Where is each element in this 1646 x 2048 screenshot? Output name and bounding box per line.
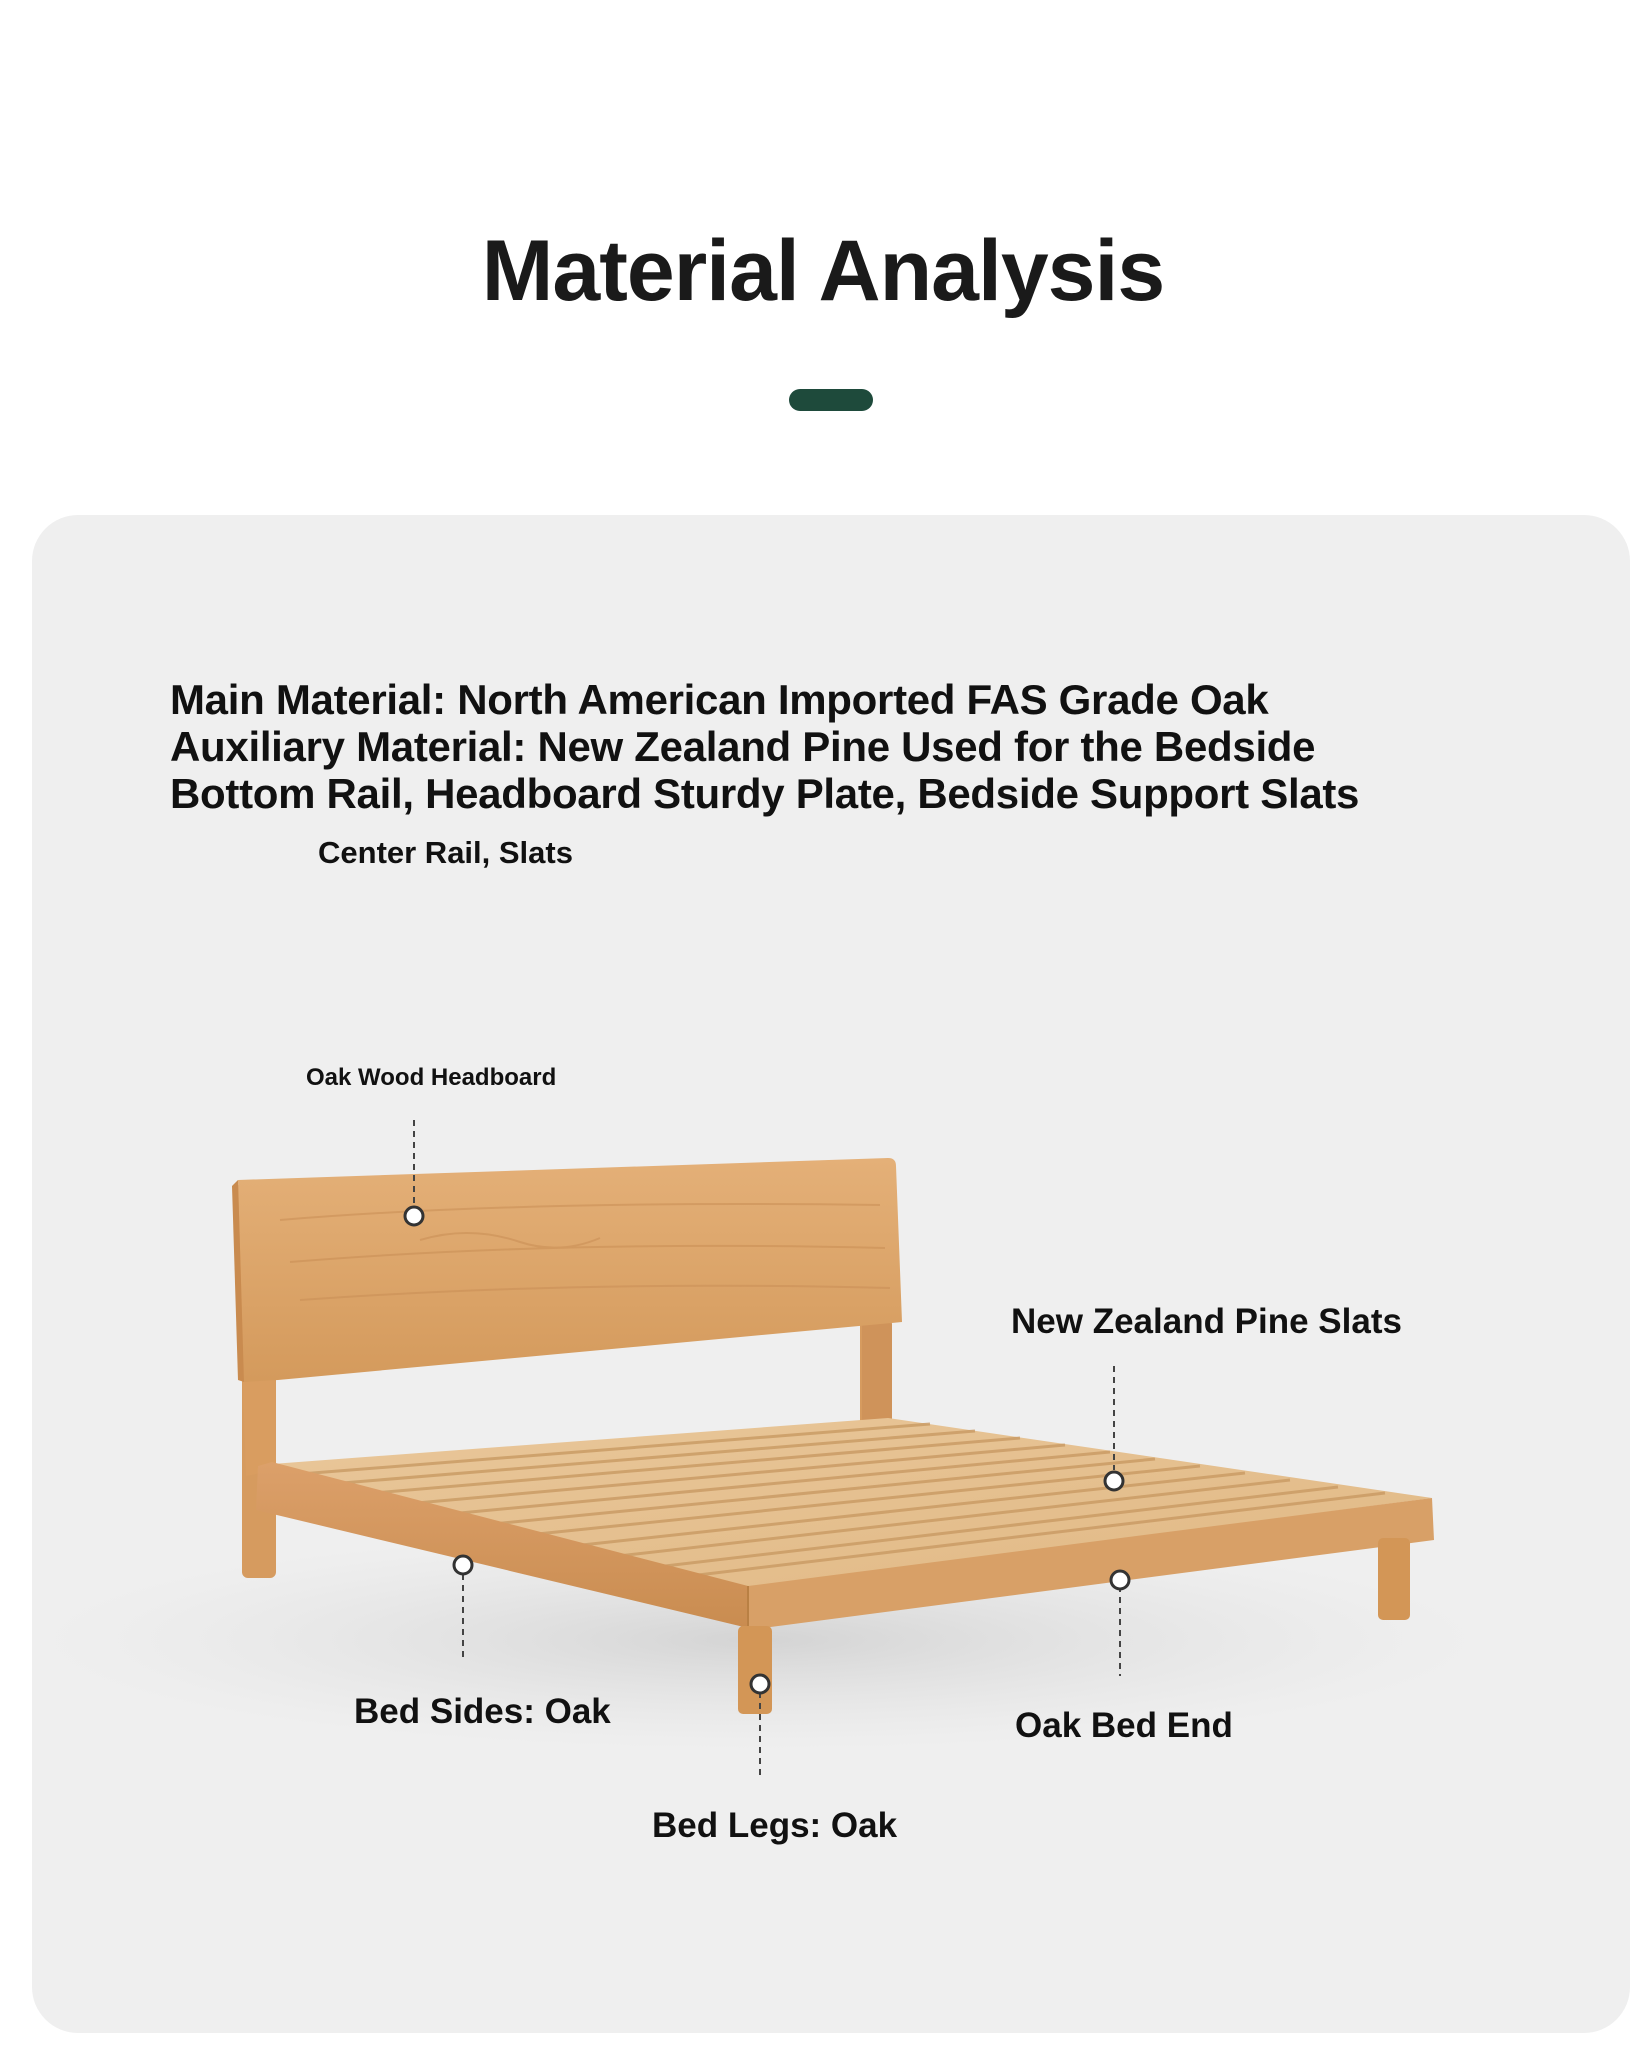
- headboard-panel: [238, 1158, 902, 1382]
- main-material-line: Main Material: North American Imported FAS Grade Oak: [170, 676, 1269, 723]
- end-marker: [1111, 1571, 1129, 1589]
- callout-headboard: Oak Wood Headboard: [306, 1064, 557, 1091]
- sides-marker: [454, 1556, 472, 1574]
- slats-marker: [1105, 1472, 1123, 1490]
- callout-slats: New Zealand Pine Slats: [1011, 1302, 1402, 1341]
- auxiliary-material-line: Auxiliary Material: New Zealand Pine Used for the Bedside: [170, 723, 1316, 770]
- front-leg-center: [738, 1626, 772, 1714]
- page-title: Material Analysis: [481, 223, 1165, 319]
- callout-bed-legs: Bed Legs: Oak: [652, 1806, 898, 1845]
- callout-bed-end: Oak Bed End: [1015, 1706, 1233, 1745]
- legs-marker: [751, 1675, 769, 1693]
- callout-bed-sides: Bed Sides: Oak: [354, 1692, 611, 1731]
- headboard-marker: [405, 1207, 423, 1225]
- material-continuation: Center Rail, Slats: [318, 835, 573, 870]
- auxiliary-material-line-2: Bottom Rail, Headboard Sturdy Plate, Bedside Support Slats: [170, 770, 1360, 817]
- front-leg-right: [1378, 1538, 1410, 1620]
